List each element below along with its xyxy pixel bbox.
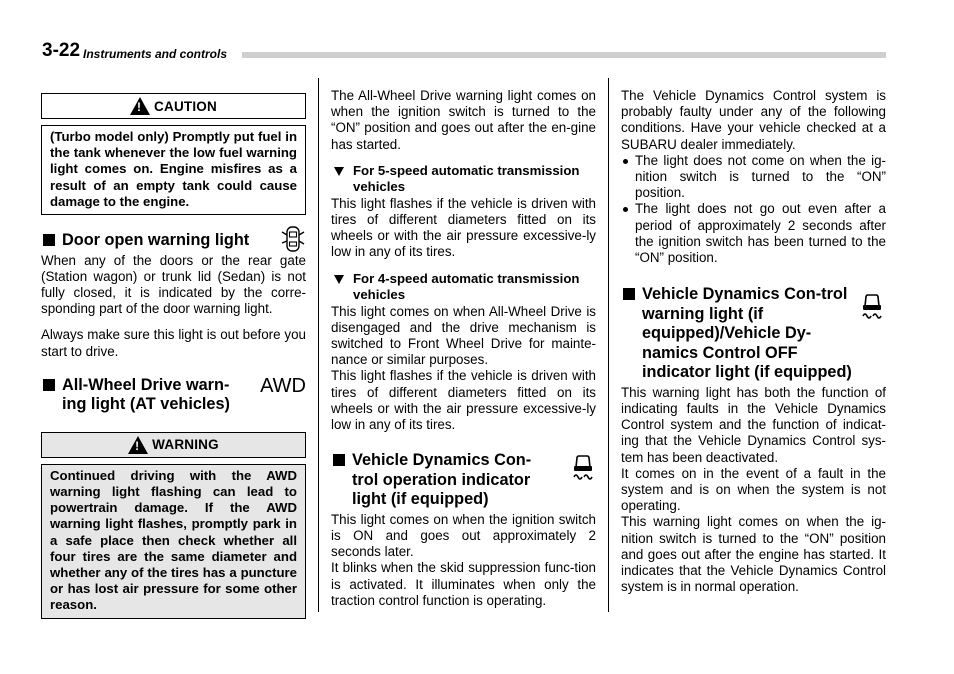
subheading-4speed xyxy=(331,271,596,304)
bullet-text: The light does not go out even after a period of approximately 2 seconds after the ignition switch has been turned to the “ON” position. xyxy=(635,201,886,266)
caution-title-box xyxy=(41,93,306,119)
warning-body: Continued driving with the AWD warning light flashing can lead to powertrain damage. If the AWD warning light flashes, promptly park in a safe place then check whether all four tires are the same diameter and whether any of the tires has a puncture or has lost air pressure for some other reason. xyxy=(41,464,306,619)
4speed-paragraph-1: This light comes on when All-Wheel Drive is disengaged and the drive mechanism is switched to Front Wheel Drive for mainte-nance or similar purposes. xyxy=(331,303,596,368)
column-divider xyxy=(608,78,609,612)
vehicle-skid-icon xyxy=(570,453,596,483)
page-header xyxy=(42,40,886,62)
square-bullet xyxy=(43,379,55,391)
warning-triangle-icon xyxy=(130,97,150,115)
awd-heading xyxy=(41,376,306,415)
header-rule xyxy=(242,52,886,58)
caution-title: CAUTION xyxy=(154,98,217,114)
vehicle-skid-icon xyxy=(858,292,886,322)
vdc-warning-paragraph-1: This warning light has both the function of indicating faults in the Vehicle Dynamics Control system and the function of indicat-ing that the Vehicle Dynamics Control sys-tem has been deactivated. xyxy=(621,384,886,465)
square-bullet xyxy=(43,234,55,246)
door-open-icon xyxy=(280,224,306,254)
vdc-warning-paragraph-3: This warning light comes on when the ig-nition switch is turned to the “ON” position and goes out after the engine has started. It indicates that the Vehicle Dynamics Control system is in normal operation. xyxy=(621,514,886,595)
warning-title: WARNING xyxy=(152,437,219,453)
warning-title-box xyxy=(41,432,306,458)
door-heading-text: Door open warning light xyxy=(62,231,250,250)
page-number: 3-22 xyxy=(42,40,81,61)
vdc-warning-heading-text: Vehicle Dynamics Con-trol warning light (if equipped)/Vehicle Dy-namics Control OFF indicator light (if equipped) xyxy=(642,285,852,382)
down-triangle-icon xyxy=(334,275,344,284)
vdc-fault-paragraph: The Vehicle Dynamics Control system is probably faulty under any of the following conditions. Have your vehicle checked at a SUBARU dealer immediately. xyxy=(621,88,886,152)
bullet-item xyxy=(621,153,886,202)
vdc-operation-heading-text: Vehicle Dynamics Con-trol operation indicator light (if equipped) xyxy=(352,451,532,509)
square-bullet xyxy=(623,288,635,300)
subheading-5speed xyxy=(331,163,596,196)
door-paragraph-2: Always make sure this light is out before you start to drive. xyxy=(41,327,306,359)
door-heading xyxy=(41,231,306,251)
door-paragraph-1: When any of the doors or the rear gate (Station wagon) or trunk lid (Sedan) is not fully closed, it is indicated by the corre-sponding part of the door warning light. xyxy=(41,252,306,317)
caution-body: (Turbo model only) Promptly put fuel in the tank whenever the low fuel warning light comes on. Engine misfires as a result of an empty tank could cause damage to the engine. xyxy=(41,125,306,215)
vdc-warning-paragraph-2: It comes on in the event of a fault in the system and is on when the system is not operating. xyxy=(621,465,886,514)
square-bullet xyxy=(333,454,345,466)
vdc-operation-heading xyxy=(331,451,596,510)
bullet-dot xyxy=(623,207,628,212)
awd-icon: AWD xyxy=(260,374,306,397)
column-divider xyxy=(318,78,319,612)
vdc-warning-heading xyxy=(621,285,886,383)
bullet-item xyxy=(621,201,886,266)
right-column xyxy=(621,88,886,595)
warning-triangle-icon xyxy=(128,436,148,454)
awd-light-paragraph: The All-Wheel Drive warning light comes on when the ignition switch is turned to the “ON” position and goes out after the en-gine has started. xyxy=(331,88,596,152)
middle-column xyxy=(331,88,596,609)
5speed-paragraph: This light flashes if the vehicle is driven with tires of different diameters fitted on its wheels or with the air pressure excessive-ly low in any of its tires. xyxy=(331,195,596,260)
down-triangle-icon xyxy=(334,167,344,176)
subheading-5speed-text: For 5-speed automatic transmission vehicles xyxy=(353,162,580,195)
left-column xyxy=(41,88,306,619)
vdc-operation-paragraph-2: It blinks when the skid suppression func-tion is activated. It illuminates when only the traction control function is operating. xyxy=(331,560,596,608)
section-title: Instruments and controls xyxy=(83,47,228,61)
4speed-paragraph-2: This light flashes if the vehicle is driven with tires of different diameters fitted on its wheels or with the air pressure excessive-ly low in any of its tires. xyxy=(331,368,596,433)
vdc-operation-paragraph-1: This light comes on when the ignition switch is ON and goes out approximately 2 seconds later. xyxy=(331,511,596,560)
subheading-4speed-text: For 4-speed automatic transmission vehicles xyxy=(353,270,580,303)
bullet-text: The light does not come on when the ig-nition switch is turned to the “ON” position. xyxy=(635,152,886,201)
bullet-dot xyxy=(623,159,628,164)
awd-heading-text: All-Wheel Drive warn-ing light (AT vehicles) xyxy=(62,375,230,414)
